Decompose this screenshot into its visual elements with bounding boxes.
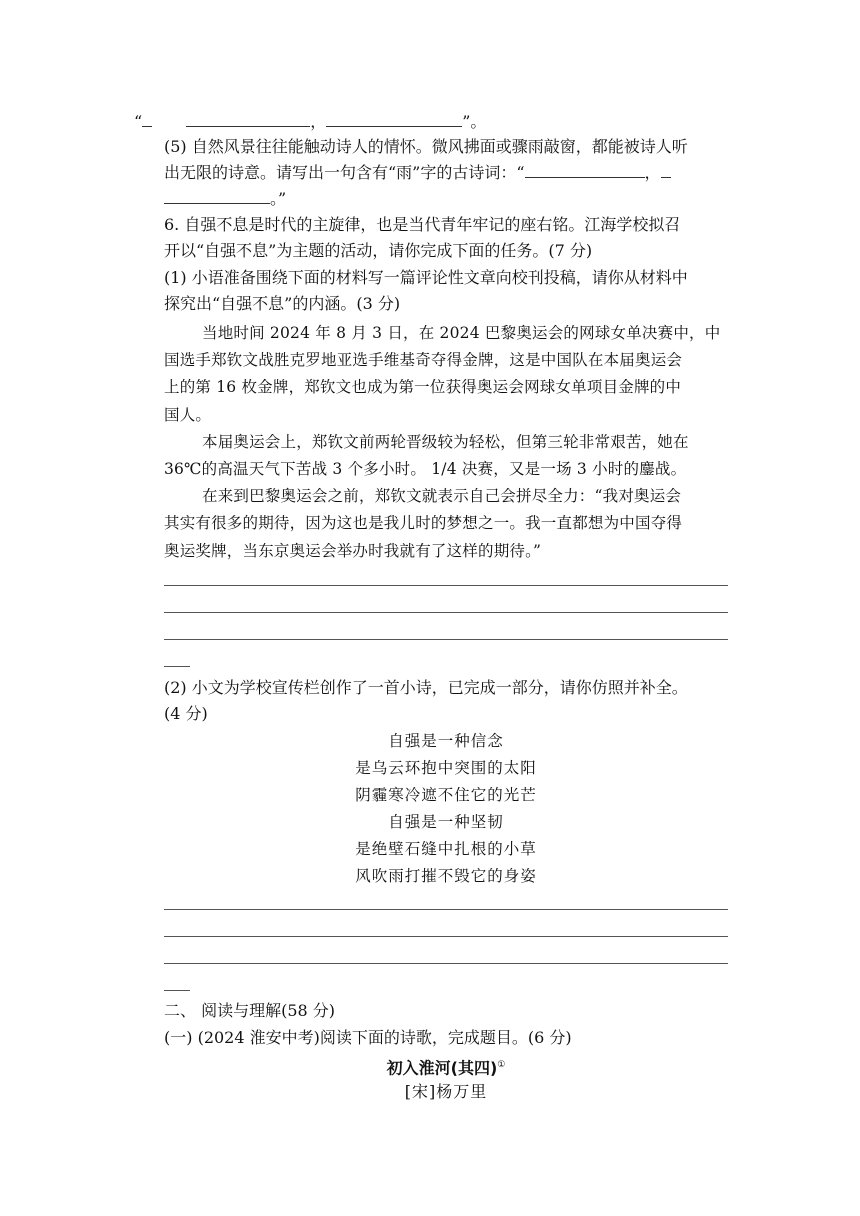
answer-line[interactable] xyxy=(164,639,728,640)
open-quote: “ xyxy=(134,112,143,131)
q6-sub1-1: (1) 小语准备围绕下面的材料写一篇评论性文章向校刊投稿，请你从材料中 xyxy=(164,268,688,287)
answer-blank[interactable] xyxy=(186,112,310,127)
answer-line[interactable] xyxy=(164,612,728,613)
poem-line: 阴霾寒冷遮不住它的光芒 xyxy=(355,786,537,804)
comma: ， xyxy=(310,112,327,131)
material-line: 其实有很多的期待，因为这也是我儿时的梦想之一。我一直都想为中国夺得 xyxy=(164,514,683,532)
reading-part-intro: (一) (2024 淮安中考)阅读下面的诗歌，完成题目。(6 分) xyxy=(164,1028,572,1047)
material-line: 奥运奖牌，当东京奥运会举办时我就有了这样的期待。” xyxy=(164,542,542,560)
close-quote: 。” xyxy=(270,189,287,208)
q6-intro-2: 开以“自强不息”为主题的活动，请你完成下面的任务。(7 分) xyxy=(164,241,593,260)
material-line: 36℃的高温天气下苦战 3 个多小时。 1/4 决赛，又是一场 3 小时的鏖战。 xyxy=(164,460,687,478)
answer-line[interactable] xyxy=(164,936,728,937)
poem-title: 初入淮河(其四) xyxy=(386,1058,498,1078)
close-quote: ”。 xyxy=(462,112,487,131)
q4-answer-line xyxy=(134,112,486,132)
q5-line-1: (5) 自然风景往往能触动诗人的情怀。微风拂面或骤雨敲窗，都能被诗人听 xyxy=(164,137,688,156)
poem-title-line xyxy=(164,1055,728,1078)
answer-line[interactable] xyxy=(164,909,728,910)
answer-blank[interactable] xyxy=(525,163,645,178)
poem-line: 自强是一种信念 xyxy=(388,732,504,750)
q5-line-3 xyxy=(164,189,286,209)
footnote-marker[interactable]: ① xyxy=(497,1060,506,1070)
material-line: 国人。 xyxy=(164,406,212,424)
q6-sub2-1: (2) 小文为学校宣传栏创作了一首小诗，已完成一部分，请你仿照并补全。 xyxy=(164,678,688,697)
poem-line: 风吹雨打摧不毁它的身姿 xyxy=(355,867,537,885)
poem-line: 是绝壁石缝中扎根的小草 xyxy=(355,840,537,858)
answer-blank[interactable] xyxy=(142,112,152,127)
section-heading: 二、 阅读与理解(58 分) xyxy=(164,1001,336,1020)
material-line: 上的第 16 枚金牌，郑钦文也成为第一位获得奥运会网球女单项目金牌的中 xyxy=(164,378,682,396)
answer-line[interactable] xyxy=(164,963,728,964)
q5-line-2 xyxy=(164,163,671,183)
answer-blank[interactable] xyxy=(326,112,462,127)
answer-blank[interactable] xyxy=(164,189,270,204)
comma: ， xyxy=(644,163,661,182)
poem-line: 自强是一种坚韧 xyxy=(388,813,504,831)
answer-line[interactable] xyxy=(164,585,728,586)
material-line: 国选手郑钦文战胜克罗地亚选手维基奇夺得金牌，这是中国队在本届奥运会 xyxy=(164,351,683,369)
q6-sub1-2: 探究出“自强不息”的内涵。(3 分) xyxy=(164,294,401,313)
material-line: 本届奥运会上，郑钦文前两轮晋级较为轻松，但第三轮非常艰苦，她在 xyxy=(202,433,689,451)
q5-prompt: 出无限的诗意。请写出一句含有“雨”字的古诗词：“ xyxy=(164,163,525,182)
material-line: 当地时间 2024 年 8 月 3 日，在 2024 巴黎奥运会的网球女单决赛中，中 xyxy=(202,324,721,342)
material-line: 在来到巴黎奥运会之前，郑钦文就表示自己会拼尽全力：“我对奥运会 xyxy=(202,487,682,505)
q6-sub2-2: (4 分) xyxy=(164,704,208,723)
poem-line: 是乌云环抱中突围的太阳 xyxy=(355,759,537,777)
answer-line-stub[interactable] xyxy=(164,666,190,667)
answer-line-stub[interactable] xyxy=(164,990,190,991)
poem-author: [宋]杨万里 xyxy=(404,1082,488,1101)
q6-intro-1: 6. 自强不息是时代的主旋律，也是当代青年牢记的座右铭。江海学校拟召 xyxy=(164,215,681,234)
answer-blank[interactable] xyxy=(661,163,671,178)
